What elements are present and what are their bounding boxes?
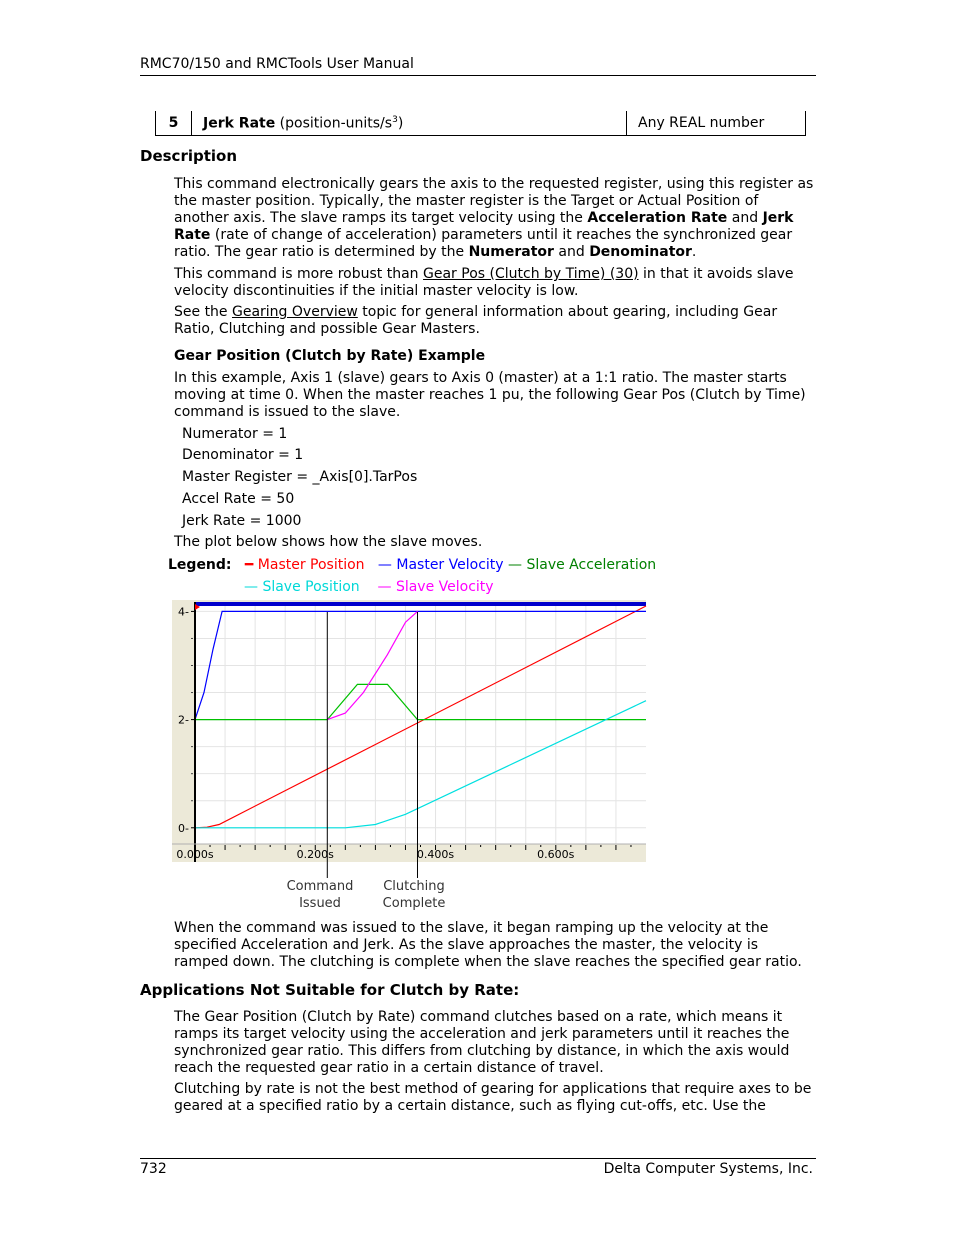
example-param: Numerator = 1: [182, 426, 288, 442]
example-param: Master Register = _Axis[0].TarPos: [182, 469, 418, 485]
marker-label-line: Complete: [382, 896, 446, 911]
text-span: This command is more robust than: [174, 266, 424, 282]
plot-intro: The plot below shows how the slave moves.: [174, 534, 483, 550]
bold-numerator: Numerator: [468, 244, 554, 260]
plot-top-bar: [195, 602, 646, 606]
param-unit-prefix: (position-units/s: [279, 115, 393, 132]
page-number: 732: [140, 1161, 167, 1177]
legend-item-slave-acceleration: — Slave Acceleration: [508, 557, 657, 573]
x-tick-label: 0.400s: [416, 848, 455, 861]
legend-row-2: [244, 579, 494, 595]
text-span: This command electronically gears the axis to the requested register, using this register as the master position. Typically, the master register is the Target or Actual Position of another axis. The slave ramps its target velocity using the: [174, 176, 814, 226]
legend-item-slave-position: — Slave Position: [244, 579, 360, 595]
example-intro: In this example, Axis 1 (slave) gears to Axis 0 (master) at a 1:1 ratio. The master starts moving at time 0. When the master reaches 1 pu, the following Gear Pos (Clutch by Time) command is issued to the slave.: [174, 370, 806, 420]
param-unit-sup: 3: [392, 114, 398, 125]
manual-title: RMC70/150 and RMCTools User Manual: [140, 56, 414, 72]
applications-paragraph-1: The Gear Position (Clutch by Rate) command clutches based on a rate, which means it ramps its target velocity using the acceleration and jerk parameters until it reaches the synchronized gear ratio. This differs from clutching by distance, in which the axis would reach the requested gear ratio in a certain distance of travel.: [174, 1009, 790, 1076]
example-param: Jerk Rate = 1000: [182, 513, 302, 529]
gear-pos-clutch-by-time-link[interactable]: Gear Pos (Clutch by Time) (30): [423, 266, 639, 282]
table-row: [156, 111, 806, 136]
clutching-complete-label: [374, 878, 454, 912]
marker-label-line: Clutching: [383, 879, 445, 894]
gearing-overview-link[interactable]: Gearing Overview: [232, 304, 358, 320]
text-span: .: [691, 244, 697, 260]
legend-text: Master Position: [257, 557, 365, 573]
marker-label-line: Issued: [299, 896, 341, 911]
company-name: Delta Computer Systems, Inc.: [603, 1161, 813, 1177]
legend-text: Slave Acceleration: [526, 557, 657, 573]
x-tick-label: 0.600s: [537, 848, 575, 861]
bold-denominator: Denominator: [589, 244, 692, 260]
y-tick-label: 2-: [178, 713, 189, 727]
param-unit-suffix: ): [397, 115, 404, 132]
text-span: and: [553, 244, 590, 260]
description-paragraph-1: [174, 176, 814, 261]
page-footer: [140, 1158, 816, 1177]
command-issued-label: [280, 878, 360, 912]
legend-label: Legend:: [168, 557, 232, 573]
description-heading: Description: [140, 147, 238, 165]
applications-paragraph-2: Clutching by rate is not the best method of gearing for applications that require axes to be geared at a specified ratio by a certain distance, such as flying cut-offs, etc. Use the: [174, 1081, 812, 1114]
text-span: (rate of change of acceleration) parameters until it reaches the synchronized gear ratio. The gear ratio is determined by the: [174, 227, 793, 260]
text-span: See the: [174, 304, 232, 320]
legend-item-master-position: ━ Master Position: [244, 557, 365, 573]
description-paragraph-2: [174, 266, 814, 300]
bold-acceleration-rate: Acceleration Rate: [587, 210, 728, 226]
text-span: in that it avoids slave velocity discontinuities if the initial master velocity is low.: [174, 266, 794, 299]
legend-row-1: [168, 557, 656, 573]
y-tick-label: 0-: [178, 821, 189, 835]
after-plot-paragraph: When the command was issued to the slave, it began ramping up the velocity at the specified Acceleration and Jerk. As the slave approaches the master, the velocity is ramped down. The clutching is complete when the slave reaches the specified gear ratio.: [174, 920, 802, 970]
example-param: Denominator = 1: [182, 447, 304, 463]
applications-heading: Applications Not Suitable for Clutch by Rate:: [140, 981, 520, 999]
param-number: 5: [156, 111, 192, 136]
param-name-cell: [192, 111, 627, 136]
x-tick-label: 0.200s: [296, 848, 334, 861]
description-paragraph-3: [174, 304, 814, 338]
x-tick-label: 0.000s: [176, 848, 214, 861]
legend-text: Slave Position: [262, 579, 360, 595]
text-span: topic for general information about gearing, including Gear Ratio, Clutching and possible Gear Masters.: [174, 304, 778, 337]
legend-text: Slave Velocity: [395, 579, 494, 595]
legend-item-slave-velocity: — Slave Velocity: [377, 579, 494, 595]
text-span: and: [727, 210, 763, 226]
y-tick-label: 4-: [178, 605, 189, 619]
param-type: Any REAL number: [627, 111, 806, 136]
parameter-table: [155, 111, 806, 136]
page-header: [140, 56, 816, 76]
legend-text: Master Velocity: [396, 557, 504, 573]
param-name: Jerk Rate: [203, 115, 276, 132]
example-param: Accel Rate = 50: [182, 491, 295, 507]
legend-item-master-velocity: — Master Velocity: [377, 557, 504, 573]
marker-label-line: Command: [286, 879, 354, 894]
motion-plot: [172, 600, 652, 915]
bold-jerk-rate: Jerk Rate: [174, 210, 794, 243]
example-heading: Gear Position (Clutch by Rate) Example: [174, 348, 486, 364]
